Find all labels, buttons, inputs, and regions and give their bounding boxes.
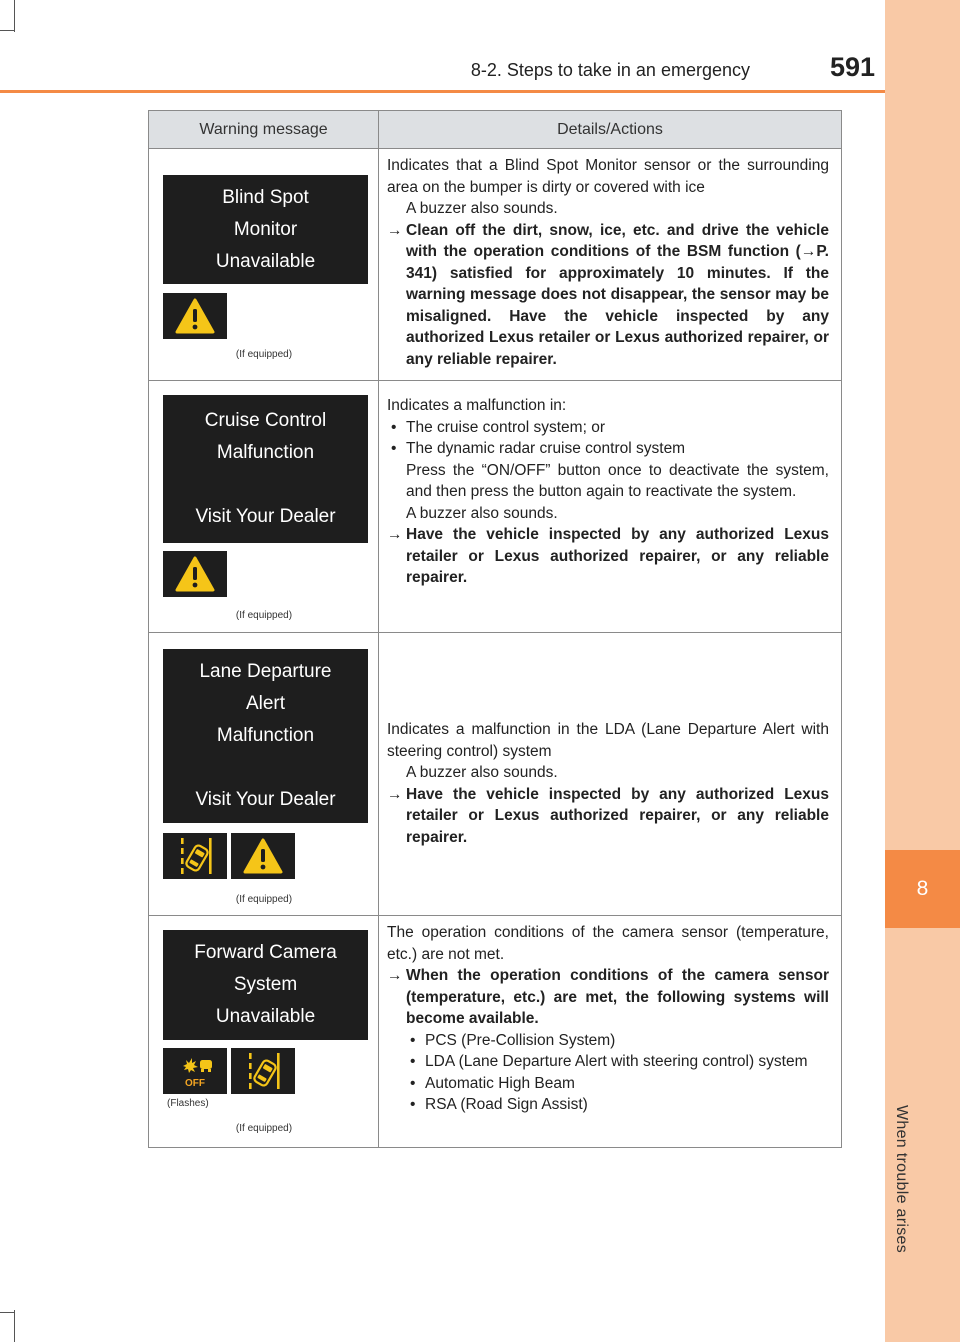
table-row bbox=[149, 149, 841, 381]
header-rule bbox=[0, 90, 885, 93]
pre-collision-off-indicator bbox=[163, 1048, 227, 1094]
warning-message-table bbox=[148, 110, 842, 1148]
if-equipped-note: (If equipped) bbox=[235, 349, 293, 360]
crop-mark bbox=[14, 0, 15, 32]
pre-collision-off-icon bbox=[175, 1054, 215, 1078]
table-row bbox=[149, 916, 841, 1147]
column-header-details-actions: Details/Actions bbox=[557, 120, 663, 138]
section-title: 8-2. Steps to take in an emergency bbox=[470, 60, 750, 80]
off-label: OFF bbox=[185, 1077, 205, 1089]
column-header-warning-message: Warning message bbox=[149, 111, 379, 148]
details-cell: Indicates a malfunction in the LDA (Lane Departure Alert with steering control) system A buzzer also sounds. → Have the vehicle inspected by any authorized Lexus retailer or Lexus authorized repairer, or any reliable repairer. bbox=[387, 721, 829, 846]
warning-message-cell bbox=[149, 149, 379, 380]
table-row bbox=[149, 381, 841, 633]
crop-mark bbox=[0, 1312, 14, 1313]
chapter-title: When trouble arises bbox=[893, 1105, 910, 1253]
warning-triangle-icon bbox=[175, 298, 215, 334]
warning-indicator bbox=[163, 293, 227, 339]
lane-departure-icon bbox=[173, 836, 217, 876]
warning-indicator bbox=[231, 833, 295, 879]
table-header bbox=[149, 111, 841, 149]
arrow-icon: → bbox=[387, 221, 403, 239]
details-cell: The operation conditions of the camera sensor (temperature, etc.) are not met. → When the operation conditions of the camera sensor (temperature, etc.) are met, the following systems will become available. • PCS (Pre-Collision System) • LDA (Lane Departure Alert with steering control) system • Automatic High Beam • RSA (Road Sign Assist) bbox=[387, 924, 829, 1113]
warning-triangle-icon bbox=[243, 838, 283, 874]
crop-mark bbox=[14, 1310, 15, 1342]
lane-departure-indicator bbox=[231, 1048, 295, 1094]
display-message-box: Cruise Control Malfunction Visit Your Dealer bbox=[163, 395, 368, 543]
table-row bbox=[149, 633, 841, 916]
flashes-note: (Flashes) bbox=[167, 1098, 209, 1109]
if-equipped-note: (If equipped) bbox=[235, 610, 293, 621]
arrow-icon: → bbox=[387, 967, 403, 984]
display-message-box: Forward Camera System Unavailable bbox=[163, 930, 368, 1040]
warning-message-cell bbox=[149, 916, 379, 1147]
display-message-box: Lane Departure Alert Malfunction Visit Your Dealer bbox=[163, 649, 368, 823]
lane-departure-indicator bbox=[163, 833, 227, 879]
page-number: 591 bbox=[829, 52, 875, 82]
warning-message-cell bbox=[149, 633, 379, 915]
warning-indicator bbox=[163, 551, 227, 597]
details-cell: Indicates a malfunction in: • The cruise control system; or • The dynamic radar cruise control system Press the “ON/OFF” button once to deactivate the system, and then press the button again to reactivate the system. A buzzer also sounds. → Have the vehicle inspected by any authorized Lexus retailer or Lexus authorized repairer, or any reliable repairer. bbox=[387, 397, 829, 586]
crop-mark bbox=[0, 30, 14, 31]
chapter-number: 8 bbox=[885, 850, 960, 928]
lane-departure-icon bbox=[241, 1051, 285, 1091]
display-message-box: Blind Spot Monitor Unavailable bbox=[163, 175, 368, 284]
details-cell: Indicates that a Blind Spot Monitor sensor or the surrounding area on the bumper is dirty or covered with ice A buzzer also sounds. → Clean off the dirt, snow, ice, etc. and drive the vehicle with the operation conditions of the BSM function (→P. 341) satisfied for approximately 10 minutes. If the warning message does not disappear, the sensor may be misaligned. Have the vehicle inspected by any authorized Lexus retailer or Lexus authorized repairer, or any reliable repairer. bbox=[387, 157, 829, 368]
warning-triangle-icon bbox=[175, 556, 215, 592]
arrow-icon: → bbox=[387, 785, 403, 803]
if-equipped-note: (If equipped) bbox=[235, 1123, 293, 1134]
if-equipped-note: (If equipped) bbox=[235, 894, 293, 905]
warning-message-cell bbox=[149, 381, 379, 632]
arrow-icon: → bbox=[387, 526, 403, 543]
